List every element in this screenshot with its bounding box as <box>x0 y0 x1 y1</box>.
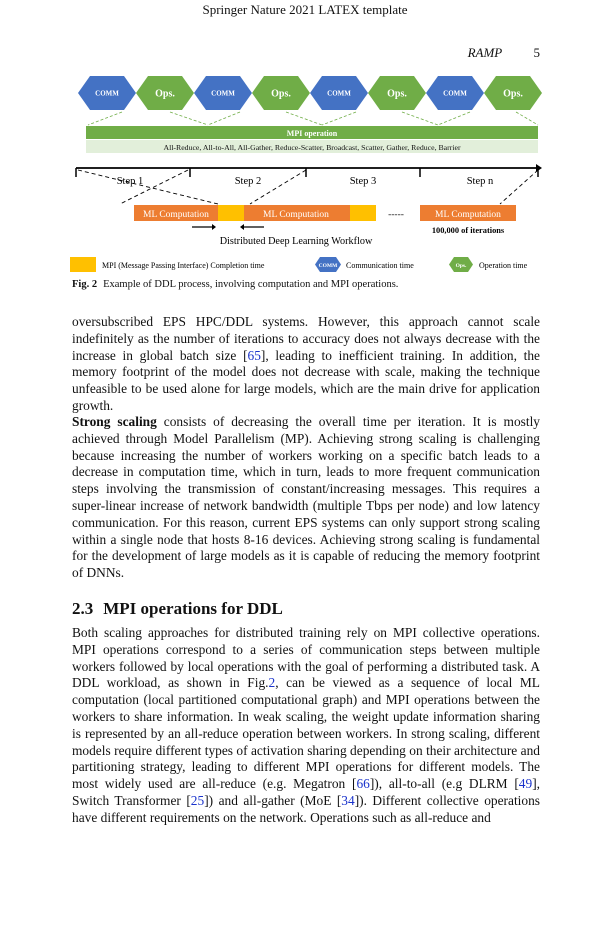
legend-mpi-label: MPI (Message Passing Interface) Completion time <box>102 261 265 270</box>
section-heading <box>72 599 283 619</box>
citation-link[interactable]: 65 <box>247 347 261 363</box>
comm-hexagon-label: COMM <box>211 89 235 98</box>
ml-computation-label-1: ML Computation <box>143 210 209 220</box>
citation-link[interactable]: 34 <box>341 792 355 808</box>
paragraph-text: ]) and all-gather (MoE [ <box>204 792 342 808</box>
running-header <box>468 45 540 61</box>
paragraph-text: , can be viewed as a sequence of local ML computation (local partitioned computational graph) and MPI operations between the workers to share information. In weak scaling, the weight update information sharing is represented by an all-reduce operation between workers. In strong scaling, different models require different types of activation sharing depending on their architecture and partitioning strategy, leading to different MPI operations for different models. The most widely used are all-reduce (e.g. Megatron [ <box>72 675 540 792</box>
section-number: 2.3 <box>72 599 94 618</box>
mpi-completion-block-1 <box>218 205 244 221</box>
paragraph-strong-scaling <box>72 414 540 582</box>
left-arrowhead <box>240 224 244 230</box>
paragraph-weak-scaling-end <box>72 314 540 415</box>
comm-hexagon-label: COMM <box>327 89 351 98</box>
mpi-connectors <box>88 112 538 125</box>
section-title: MPI operations for DDL <box>103 599 283 618</box>
ml-computation-label-2: ML Computation <box>263 210 329 220</box>
ops-hexagon-label: Ops. <box>503 88 523 100</box>
comm-hexagon-label: COMM <box>95 89 119 98</box>
figure-caption-text: Example of DDL process, involving computation and MPI operations. <box>103 279 399 290</box>
continuation-ellipsis: ----- <box>388 210 404 220</box>
legend-mpi-swatch <box>70 257 96 272</box>
citation-link[interactable]: 66 <box>356 776 370 792</box>
citation-link[interactable]: 25 <box>190 792 205 808</box>
legend-comm-label: Communication time <box>346 261 414 270</box>
step-n-label: Step n <box>466 176 494 187</box>
ops-hexagon-label: Ops. <box>155 88 175 100</box>
page-header: Springer Nature 2021 LATEX template <box>202 2 408 17</box>
step-3-label: Step 3 <box>349 176 377 187</box>
paragraph-text: ], Switch Transformer [ <box>72 776 540 808</box>
ops-hexagon-label: Ops. <box>271 88 291 100</box>
citation-link[interactable]: 49 <box>518 776 533 792</box>
figure-caption <box>72 279 542 290</box>
hexagon-row <box>78 76 542 110</box>
paragraph-text: oversubscribed EPS HPC/DDL systems. However, this approach cannot scale indefinitely as the number of iterations to accuracy does not always decrease with the increase in global batch size [ <box>72 314 540 363</box>
iterations-label: 100,000 of iterations <box>431 226 505 235</box>
mpi-operation-label: MPI operation <box>286 129 338 138</box>
page-number: 5 <box>533 45 540 60</box>
paragraph-text: Both scaling approaches for distributed training rely on MPI collective operations. MPI operations correspond to a series of communication steps between multiple workers followed by local operations with the goal of performing a distributed task. A DDL workload, as shown in Fig. <box>72 625 540 691</box>
right-arrowhead <box>212 224 216 230</box>
legend-ops-icon-text: Ops. <box>455 263 467 269</box>
legend-ops-label: Operation time <box>479 261 528 270</box>
strong-scaling-term: Strong scaling <box>72 414 157 429</box>
legend-comm-icon-text: COMM <box>318 263 338 269</box>
ops-hexagon-label: Ops. <box>387 88 407 100</box>
operations-list: All-Reduce, All-to-All, All-Gather, Reduce-Scatter, Broadcast, Scatter, Gather, Reduce, Barrier <box>163 143 461 152</box>
paragraph-text: ]). Different collective operations have different requirements on the network. Operations such as all-reduce and <box>72 792 540 825</box>
running-title: RAMP <box>467 45 503 60</box>
step-1-label: Step 1 <box>116 176 144 187</box>
figure-reference-link[interactable]: 2 <box>268 675 276 691</box>
ml-computation-label-3: ML Computation <box>435 210 501 220</box>
paragraph-text: consists of decreasing the overall time per iteration. It is mostly achieved through Model Parallelism (MP). Achieving strong scaling is challenging because increasing the number of workers working on a specific batch leads to a decrease in computation time, which in turn, leads to more frequent communication steps involving the transmission of constant/increasing messages. This requires a super-linear increase of network bandwidth (multiple Tbps per node) and low latency communication. For this reason, current EPS systems can only support strong scaling within a single node that hosts 8-16 devices. Achieving strong scaling is fundamental for the development of large models as it is capable of reducing the memory footprint of DNNs. <box>72 414 540 581</box>
mpi-completion-block-2 <box>350 205 376 221</box>
paragraph-text: ], leading to inefficient training. In addition, the memory footprint of the model does not decrease with scale, making the technique unfeasible to be used alone for large models, which are the main drive for application growth. <box>72 347 540 413</box>
paragraph-mpi-operations <box>72 625 540 827</box>
figure-caption-label: Fig. 2 <box>72 279 98 290</box>
workflow-title: Distributed Deep Learning Workflow <box>219 236 373 247</box>
paragraph-text: ]), all-to-all (e.g DLRM [ <box>369 776 519 792</box>
ddl-workflow-figure <box>60 72 550 280</box>
comm-hexagon-label: COMM <box>443 89 467 98</box>
step-2-label: Step 2 <box>234 176 262 187</box>
